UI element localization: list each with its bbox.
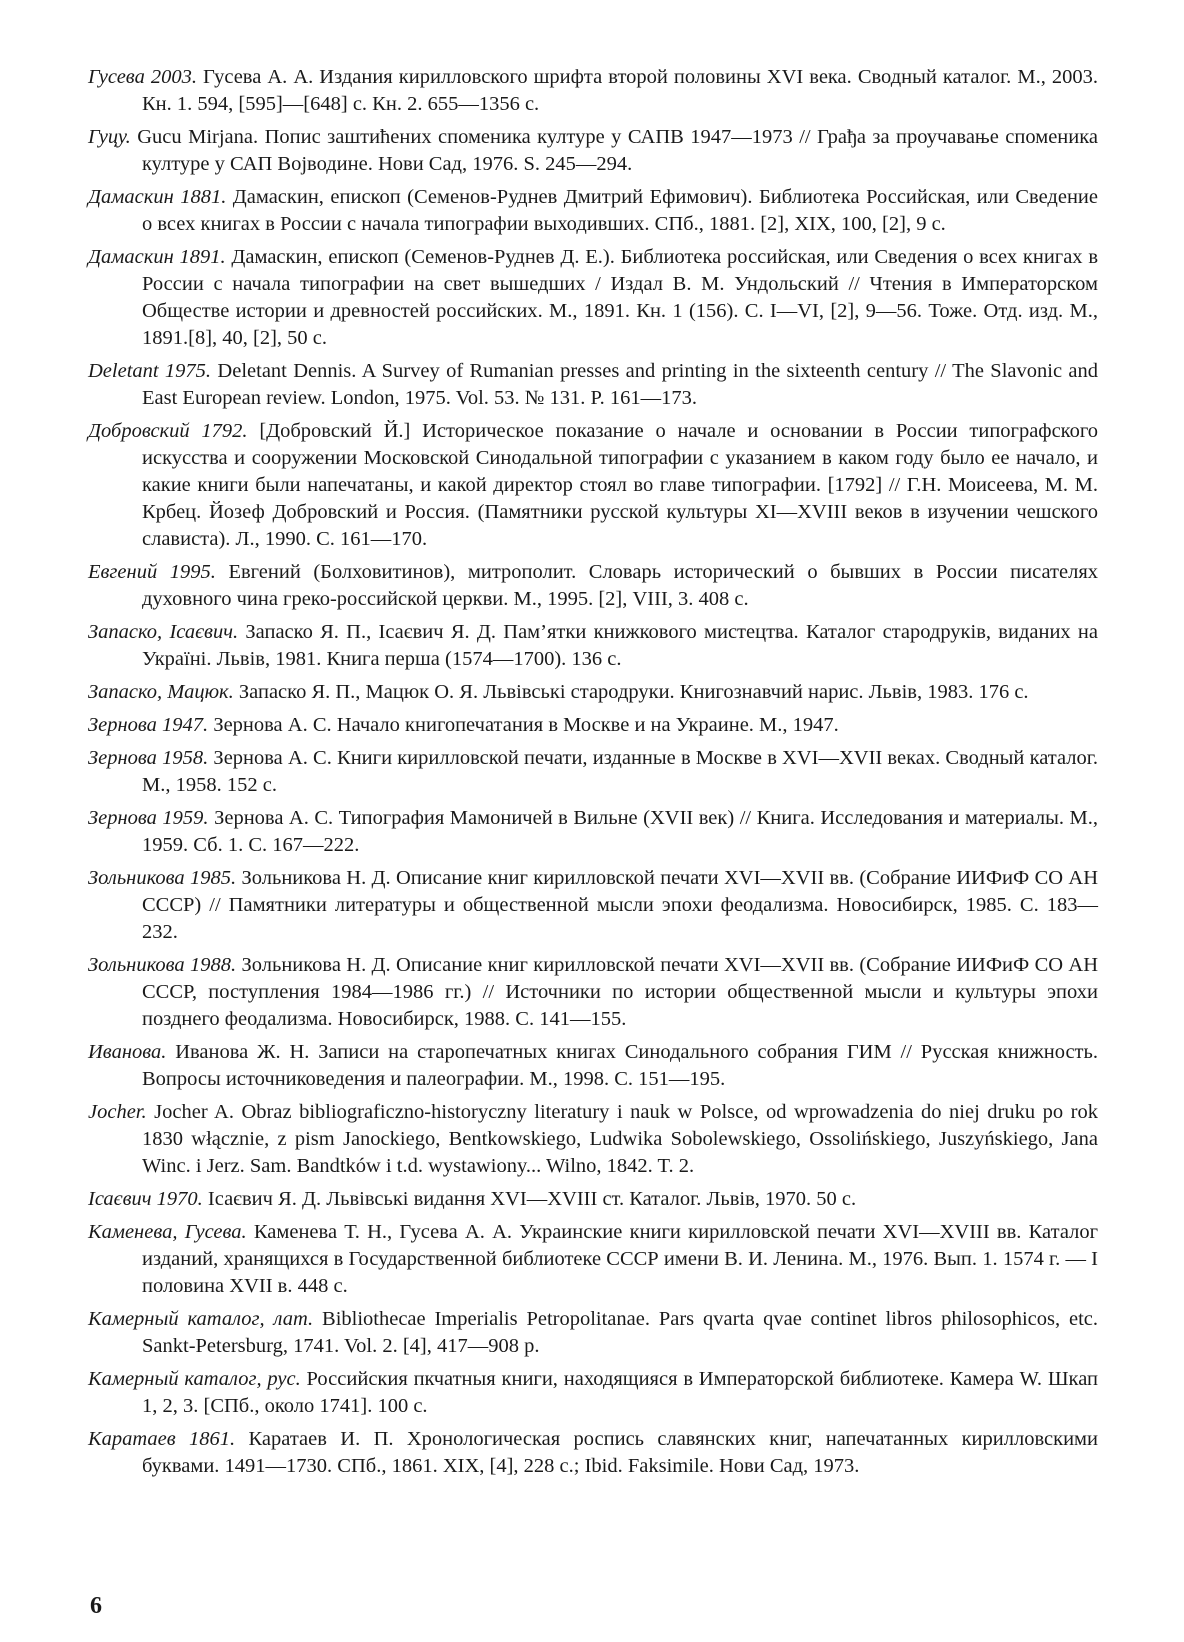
entry-text: Зернова А. С. Книги кирилловской печати, изданные в Москве в XVI—XVII веках. Сводный каталог. М., 1958. 152 с. <box>142 747 1098 796</box>
entry-key: Евгений 1995. <box>88 561 216 583</box>
entry-text: Bibliothecae Imperialis Petropolitanae. Pars qvarta qvae continet libros philosophicos, etc. Sankt-Petersburg, 1741. Vol. 2. [4], 417—908 p. <box>142 1308 1099 1357</box>
entry-key: Камерный каталог, лат. <box>88 1308 314 1330</box>
entry-key: Гусева 2003. <box>88 66 197 88</box>
entry-key: Иванова. <box>88 1041 167 1063</box>
entry-key: Добровский 1792. <box>88 420 248 442</box>
entry-key: Зернова 1959. <box>88 807 209 829</box>
bibliography-list <box>88 64 1098 1486</box>
entry-text: Каратаев И. П. Хронологическая роспись славянских книг, напечатанных кирилловскими буквами. 1491—1730. СПб., 1861. XIX, [4], 228 с.; Ibid. Faksimile. Нови Сад, 1973. <box>142 1428 1098 1477</box>
entry-key: Зольникова 1985. <box>88 867 237 889</box>
entry-text: Ісаєвич Я. Д. Львівські видання XVI—XVIII ст. Каталог. Львів, 1970. 50 с. <box>207 1188 857 1210</box>
bibliography-entry <box>88 805 1098 859</box>
bibliography-entry <box>88 184 1098 238</box>
entry-text: Дамаскин, епископ (Семенов-Руднев Д. Е.). Библиотека российская, или Сведения о всех книгах в России с начала типографии на свет вышедших / Издал В. М. Ундольский // Чтения в Императорском Обществе истории и древностей российских. М., 1891. Кн. 1 (156). С. I—VI, [2], 9—56. Тоже. Отд. изд. М., 1891.[8], 40, [2], 50 с. <box>142 246 1099 349</box>
entry-text: Jocher A. Obraz bibliograficzno-historyczny literatury i nauk w Polsce, od wprowadzenia do niej druku po rok 1830 włącznie, z pism Janockiego, Bentkowskiego, Ludwika Sobolewskiego, Ossolińskiego, Juszyńskiego, Jana Winc. i Jerz. Sam. Bandtków i t.d. wystawiony... Wilno, 1842. T. 2. <box>142 1101 1098 1177</box>
bibliography-entry <box>88 952 1098 1033</box>
entry-key: Зернова 1958. <box>88 747 209 769</box>
bibliography-entry <box>88 1306 1098 1360</box>
bibliography-entry <box>88 619 1098 673</box>
entry-text: Зольникова Н. Д. Описание книг кирилловской печати XVI—XVII вв. (Собрание ИИФиФ СО АН СССР) // Памятники литературы и общественной мысли эпохи феодализма. Новосибирск, 1985. С. 183—232. <box>142 867 1098 943</box>
entry-text: Зернова А. С. Начало книгопечатания в Москве и на Украине. М., 1947. <box>213 714 839 736</box>
entry-key: Ісаєвич 1970. <box>88 1188 203 1210</box>
entry-text: Запаско Я. П., Мацюк О. Я. Львівські стародруки. Книгознавчий нарис. Львів, 1983. 176 с. <box>238 681 1029 703</box>
entry-key: Каменева, Гусева. <box>88 1221 247 1243</box>
entry-text: Евгений (Болховитинов), митрополит. Словарь исторический о бывших в России писателях духовного чина греко-российской церкви. М., 1995. [2], VIII, 3. 408 с. <box>142 561 1098 610</box>
entry-text: Дамаскин, епископ (Семенов-Руднев Дмитрий Ефимович). Библиотека Российская, или Сведение о всех книгах в России с начала типографии выходивших. СПб., 1881. [2], XIX, 100, [2], 9 с. <box>142 186 1099 235</box>
entry-key: Зернова 1947. <box>88 714 209 736</box>
entry-key: Deletant 1975. <box>88 360 212 382</box>
entry-text: Российския пкчатныя книги, находящияся в Императорской библиотеке. Камера W. Шкап 1, 2, 3. [СПб., около 1741]. 100 с. <box>142 1368 1098 1417</box>
entry-text: Запаско Я. П., Ісаєвич Я. Д. Пам’ятки книжкового мистецтва. Каталог стародруків, виданих на Україні. Львів, 1981. Книга перша (1574—1700). 136 с. <box>142 621 1099 670</box>
bibliography-entry <box>88 559 1098 613</box>
entry-text: [Добровский Й.] Историческое показание о начале и основании в России типографского искусства и сооружении Московской Синодальной типографии с указанием в каком году было ее начало, и какие книги были напечатаны, и какой директор стоял во главе типографии. [1792] // Г.Н. Моисеева, М. М. Крбец. Йозеф Добровский и Россия. (Памятники русской культуры XI—XVIII веков в изучении чешского слависта). Л., 1990. С. 161—170. <box>142 420 1099 550</box>
entry-key: Зольникова 1988. <box>88 954 237 976</box>
entry-text: Иванова Ж. Н. Записи на старопечатных книгах Синодального собрания ГИМ // Русская книжность. Вопросы источниковедения и палеографии. М., 1998. С. 151—195. <box>142 1041 1098 1090</box>
entry-text: Gucu Mirjana. Попис заштићених споменика културе у САПВ 1947—1973 // Грађа за проучавање споменика културе у САП Војводине. Нови Сад, 1976. S. 245—294. <box>137 126 1098 175</box>
entry-text: Deletant Dennis. A Survey of Rumanian presses and printing in the sixteenth century // The Slavonic and East European review. London, 1975. Vol. 53. № 131. P. 161—173. <box>142 360 1098 409</box>
entry-key: Гуцу. <box>88 126 131 148</box>
bibliography-entry <box>88 1219 1098 1300</box>
entry-key: Каратаев 1861. <box>88 1428 236 1450</box>
entry-key: Запаско, Ісаєвич. <box>88 621 239 643</box>
bibliography-entry <box>88 679 1098 706</box>
bibliography-entry <box>88 244 1098 352</box>
entry-text: Зернова А. С. Типография Мамоничей в Вильне (XVII век) // Книга. Исследования и материалы. М., 1959. Сб. 1. С. 167—222. <box>142 807 1099 856</box>
bibliography-entry <box>88 865 1098 946</box>
bibliography-entry <box>88 64 1098 118</box>
bibliography-entry <box>88 1426 1098 1480</box>
entry-key: Jocher. <box>88 1101 147 1123</box>
bibliography-entry <box>88 358 1098 412</box>
entry-key: Дамаскин 1891. <box>88 246 226 268</box>
entry-text: Каменева Т. Н., Гусева А. А. Украинские книги кирилловской печати XVI—XVIII вв. Каталог изданий, хранящихся в Государственной библиотеке СССР имени В. И. Ленина. М., 1976. Вып. 1. 1574 г. — I половина XVII в. 448 с. <box>142 1221 1098 1297</box>
bibliography-entry <box>88 712 1098 739</box>
bibliography-entry <box>88 1039 1098 1093</box>
bibliography-entry <box>88 1186 1098 1213</box>
bibliography-entry <box>88 1099 1098 1180</box>
entry-key: Запаско, Мацюк. <box>88 681 234 703</box>
entry-text: Гусева А. А. Издания кирилловского шрифта второй половины XVI века. Сводный каталог. М., 2003. Кн. 1. 594, [595]—[648] с. Кн. 2. 655—1356 с. <box>142 66 1098 115</box>
entry-text: Зольникова Н. Д. Описание книг кирилловской печати XVI—XVII вв. (Собрание ИИФиФ СО АН СССР, поступления 1984—1986 гг.) // Источники по истории общественной мысли и культуры эпохи позднего феодализма. Новосибирск, 1988. С. 141—155. <box>142 954 1098 1030</box>
entry-key: Дамаскин 1881. <box>88 186 227 208</box>
bibliography-entry <box>88 124 1098 178</box>
bibliography-entry <box>88 745 1098 799</box>
page-number: 6 <box>90 1593 102 1619</box>
bibliography-entry <box>88 418 1098 553</box>
bibliography-entry <box>88 1366 1098 1420</box>
entry-key: Камерный каталог, рус. <box>88 1368 301 1390</box>
